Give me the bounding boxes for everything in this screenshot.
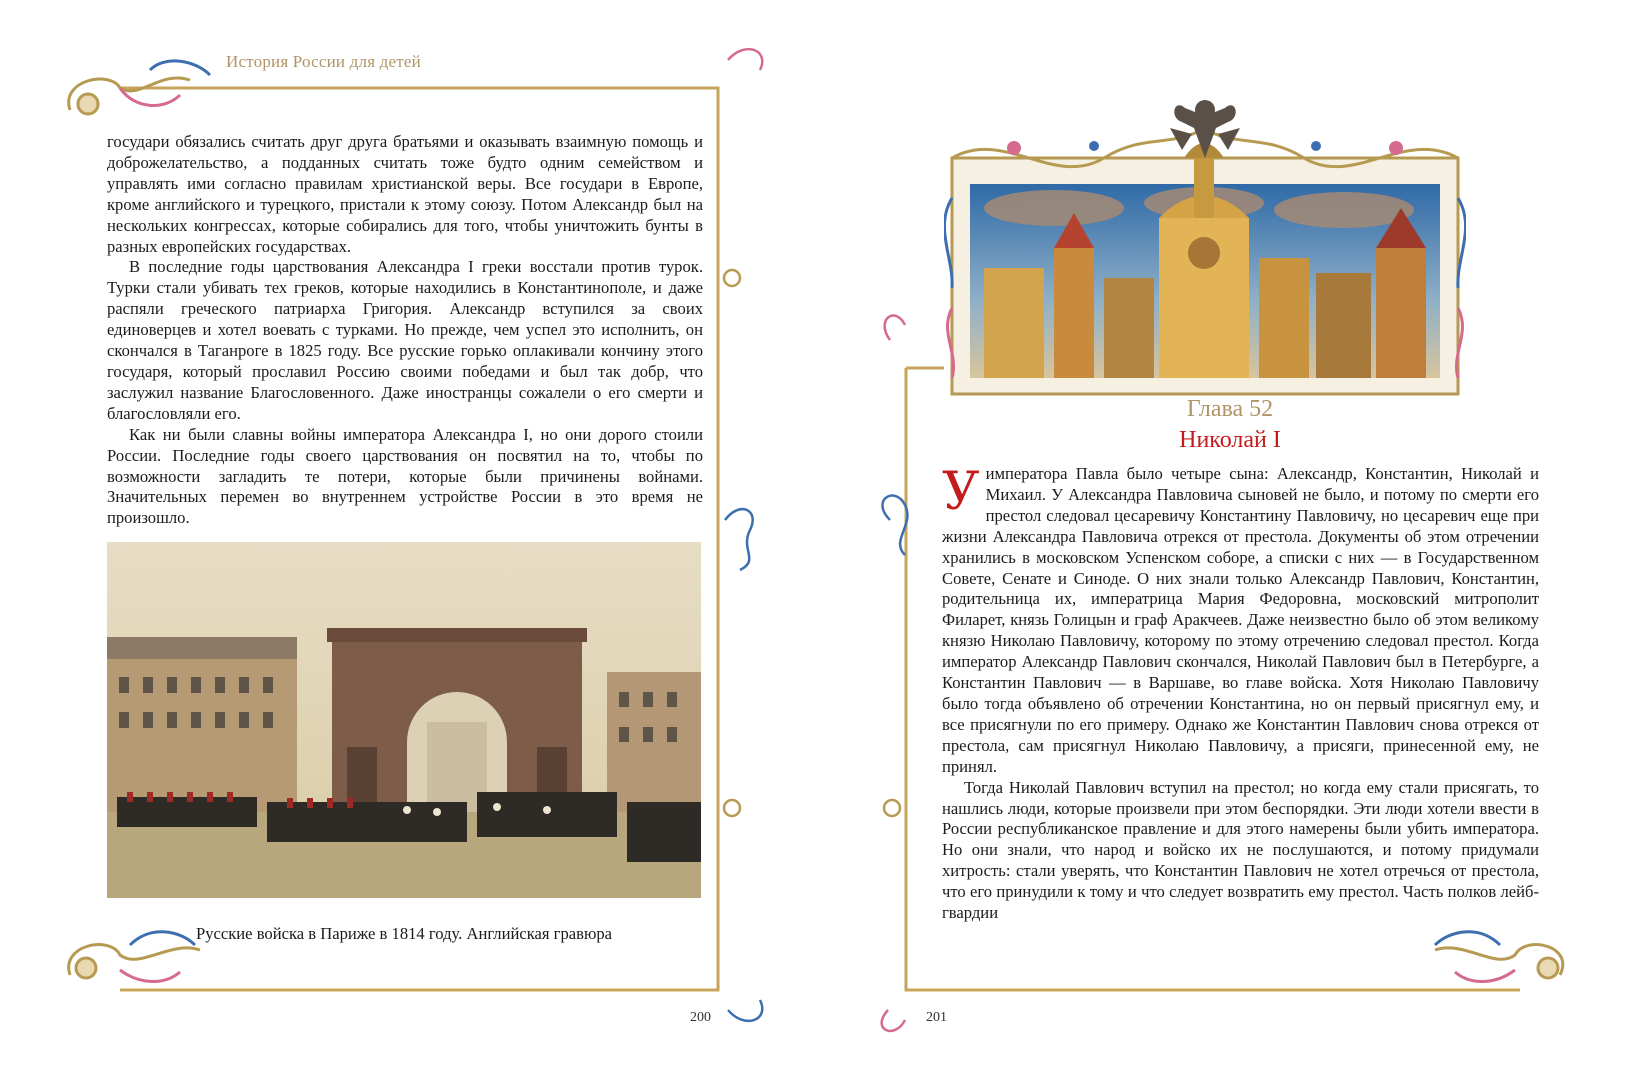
page-number: 201 (926, 1010, 947, 1025)
double-headed-eagle-icon (1170, 100, 1240, 158)
right-body-text (942, 464, 1539, 924)
chapter-title: Николай I (1179, 427, 1281, 453)
running-head: История России для детей (226, 52, 421, 71)
left-body-text (107, 132, 703, 529)
paragraph: В последние годы царствования Александра I греки восстали против турок. Турки стали убивать тех греков, которые находились в Константинополе, и даже распяли греческого патриарха Григория. Александр вступился за своих единоверцев и хотел воевать с турками. Но прежде, чем успел это исполнить, он скончался в Таганроге в 1825 году. Все русские горько оплакивали кончину этого государя, который прославил Россию своими победами и был так добр, что заслужил название Благословенного. Даже иностранцы сожалели о его смерти и благословляли его. (107, 257, 703, 423)
left-page (0, 0, 815, 1080)
paragraph: Как ни были славны войны императора Александра I, но они дорого стоили России. Последние годы своего царствования он посвятил на то, чтобы по возможности загладить те потери, которые были причинены войнами. Значительных перемен во внутреннем устройстве России в это время не произошло. (107, 424, 703, 528)
image-caption: Русские войска в Париже в 1814 году. Английская гравюра (195, 924, 613, 943)
paragraph-with-dropcap (942, 464, 1539, 778)
paragraph: государи обязались считать друг друга братьями и оказывать взаимную помощь и доброжелательство, а подданных считать тоже будто одним семейством и управлять ими согласно правилам христианской веры. Все государи в Европе, кроме английского и турецкого, пристали к этому союзу. Потом Александр был на нескольких конгрессах, которые собирались для того, чтобы уничтожить бунты в разных европейских государствах. (107, 132, 703, 256)
page-number: 200 (690, 1010, 711, 1025)
engraving-illustration (107, 542, 701, 898)
chapter-header-illustration (944, 88, 1466, 402)
drop-cap: У (942, 462, 980, 522)
chapter-number: Глава 52 (1186, 396, 1274, 422)
paragraph: императора Павла было четыре сына: Александр, Константин, Николай и Михаил. У Александра Павловича сыновей не было, и потому по смерти его престол следовал цесаревичу Константину Павловичу, но цесаревич еще при жизни Александра Павловича отрекся от престола. Документы об этом отречении хранились в московском Успенском соборе, а списки с них — в Государственном Совете, Сенате и Синоде. О них знали только Александр Павлович, Константин, родительница их, императрица Мария Федоровна, московский митрополит Филарет, князь Голицын и граф Аракчеев. Даже неизвестно было об этом великому князю Николаю Павловичу, которому по этому отречению следовал престол. Когда император Александр Павлович скончался, Николай Павлович был в Петербурге, а Константин Павлович — в Варшаве, во главе войска. Хотя Николаю Павловичу было тогда объявлено об отречении Константина, но он первый присягнул ему, и все присягнули по его примеру. Однако же Константин Павлович снова отрекся от престола, сам присягнул Николаю Павловичу, а присяги, принесенной ему, не принял. (942, 464, 1539, 776)
paragraph: Тогда Николай Павлович вступил на престол; но когда ему стали присягать, то нашлись люди, которые произвели при этом беспорядки. Эти люди хотели ввести в России республиканское правление и для этого намерены были убить императора. Но они знали, что народ и войско их не послушаются, и потому придумали хитрость: стали уверять, что Константин Павлович не хотел отречься от престола, что его принудили к тому и что следует возвратить ему престол. Часть полков лейб-гвардии (942, 777, 1539, 923)
engraving-image (107, 542, 701, 898)
